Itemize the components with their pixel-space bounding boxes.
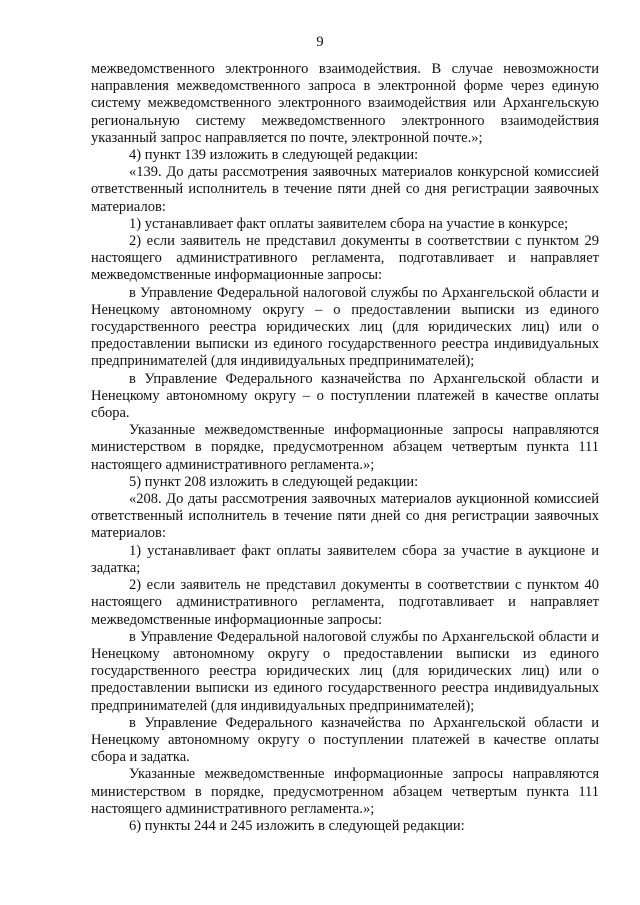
paragraph: в Управление Федерального казначейства по Архангельской области и Ненецкому автономному округу о поступлении платежей в качестве оплаты сбора и задатка. — [91, 714, 599, 766]
paragraph: в Управление Федерального казначейства по Архангельской области и Ненецкому автономному округу – о поступлении платежей в качестве оплаты сбора. — [91, 370, 599, 422]
paragraph: 5) пункт 208 изложить в следующей редакции: — [129, 473, 419, 490]
paragraph: 4) пункт 139 изложить в следующей редакции: — [129, 147, 419, 164]
paragraph: 2) если заявитель не представил документы в соответствии с пунктом 29 настоящего административного регламента, подготавливает и направляет межведомственные информационные запросы: — [91, 233, 599, 284]
paragraph: межведомственного электронного взаимодействия. В случае невозможности направления межведомственного запроса в электронной форме через единую систему межведомственного электронного взаимодействия или Архангельскую региональную систему межведомственного электронного взаимодействия указанный запрос направляется по почте, электронной почте.»; — [91, 61, 599, 146]
paragraph: в Управление Федеральной налоговой службы по Архангельской области и Ненецкому автономному округу – о предоставлении выписки из единого государственного реестра юридических лиц (для юридических лиц) или о предоставлении выписки из единого государственного реестра индивидуальных предпринимателей (для индивидуальных предпринимателей); — [91, 284, 599, 370]
paragraph: «208. До даты рассмотрения заявочных материалов аукционной комиссией ответственный исполнитель в течение пяти дней со дня регистрации заявочных материалов: — [91, 491, 599, 542]
paragraph: «139. До даты рассмотрения заявочных материалов конкурсной комиссией ответственный исполнитель в течение пяти дней со дня регистрации заявочных материалов: — [91, 164, 599, 215]
page-number: 9 — [316, 34, 324, 50]
paragraph: Указанные межведомственные информационные запросы направляются министерством в порядке, предусмотренном абзацем четвертым пункта 111 настоящего административного регламента.»; — [91, 422, 599, 473]
paragraph: в Управление Федеральной налоговой службы по Архангельской области и Ненецкому автономному округу о предоставлении выписки из единого государственного реестра юридических лиц (для юридических лиц) или о предоставлении выписки из единого государственного реестра индивидуальных предпринимателей (для индивидуальных предпринимателей); — [91, 628, 599, 714]
paragraph: 1) устанавливает факт оплаты заявителем сбора за участие в аукционе и задатка; — [91, 542, 599, 576]
paragraph: 2) если заявитель не представил документы в соответствии с пунктом 40 настоящего административного регламента, подготавливает и направляет межведомственные информационные запросы: — [91, 577, 599, 628]
document-body — [91, 61, 599, 835]
paragraph: 1) устанавливает факт оплаты заявителем сбора на участие в конкурсе; — [129, 215, 569, 232]
paragraph: Указанные межведомственные информационные запросы направляются министерством в порядке, предусмотренном абзацем четвертым пункта 111 настоящего административного регламента.»; — [91, 766, 599, 817]
paragraph: 6) пункты 244 и 245 изложить в следующей редакции: — [129, 817, 465, 834]
